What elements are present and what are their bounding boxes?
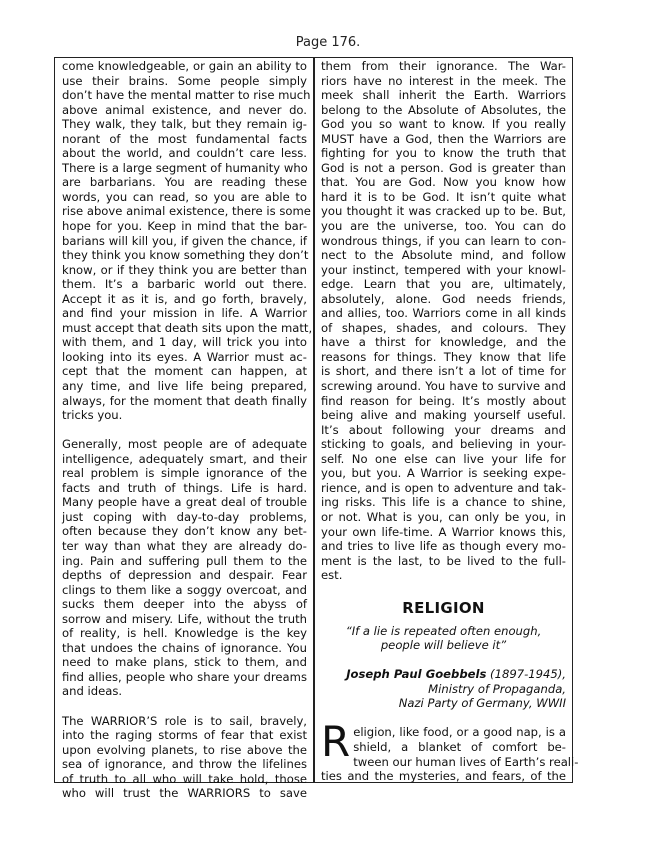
text-line: know, or if they think you are better than <box>62 262 307 277</box>
quote-line: “If a lie is repeated often enough, <box>345 623 542 638</box>
text-line: your instinct, tempered with your knowl- <box>321 262 566 277</box>
drop-cap: R <box>321 717 351 767</box>
text-line: of shapes, shades, and colours. They <box>321 320 566 335</box>
paragraph-gap <box>321 583 566 598</box>
text-line: that. You are God. Now you know how <box>321 175 566 190</box>
text-line: into the raging storms of fear that exist <box>62 728 307 743</box>
text-line: them. It’s a barbaric world out there. <box>62 277 307 292</box>
text-line: clings to them like a soggy overcoat, and <box>62 582 307 597</box>
left-column <box>62 59 313 801</box>
text-line: and allies, too. Warriors come in all kinds <box>321 306 566 321</box>
attribution-line: Ministry of Propaganda, <box>428 681 566 696</box>
text-line: them from their ignorance. The War- <box>321 59 566 73</box>
text-line: edge. Learn that you are, ultimately, <box>321 277 566 292</box>
text-line: find allies, people who share your dreams <box>62 669 307 684</box>
text-line: they think you know something they don’t <box>62 248 309 263</box>
text-line: norant of the most fundamental facts <box>62 131 307 146</box>
text-line: upon evolving planets, to rise above the <box>62 742 307 757</box>
text-line: It’s about following your dreams and <box>321 422 566 437</box>
author-name: Joseph Paul Goebbels <box>346 667 487 682</box>
text-line: being alive and making yourself useful. <box>321 408 566 423</box>
text-line: eligion, like food, or a good nap, is a <box>353 725 566 740</box>
text-line: belong to the Absolute of Absolutes, the <box>321 102 566 117</box>
column-divider <box>313 57 315 783</box>
text-line: rience, and is open to adventure and tak- <box>321 480 566 495</box>
text-line: reasons for things. They know that life <box>321 349 566 364</box>
text-line: cept that the moment can happen, at <box>62 364 307 379</box>
text-line: ing risks. This life is a chance to shine, <box>321 495 566 510</box>
paragraph-gap <box>62 699 307 714</box>
text-line: sucks them deeper into the abyss of <box>62 597 307 612</box>
text-line: just coping with day-to-day problems, <box>62 509 307 524</box>
section-heading: RELIGION <box>402 599 485 618</box>
text-line: tricks you. <box>62 408 123 423</box>
paragraph <box>321 59 566 583</box>
text-line: nect to the Absolute mind, and follow <box>321 248 566 263</box>
right-column <box>321 59 579 784</box>
paragraph-gap <box>321 711 566 726</box>
text-line: always, for the moment that death finally <box>62 393 307 408</box>
text-line: that undoes the chains of ignorance. You <box>62 640 307 655</box>
text-line: or not. What is you, can only be you, in <box>321 509 566 524</box>
text-line: hard it is to be God. It isn’t quite what <box>321 189 566 204</box>
text-line: tween our human lives of Earth’s reali- <box>353 754 579 769</box>
text-line: wondrous things, if you can learn to con- <box>321 233 566 248</box>
text-line: must accept that death sits upon the matt, <box>62 320 313 335</box>
text-line: and tries to live life as though every mo- <box>321 539 566 554</box>
text-line: barians will kill you, if given the chance, if <box>62 233 307 248</box>
text-line: and find your mission in life. A Warrior <box>62 306 307 321</box>
text-line: you are the universe, too. You can do <box>321 219 566 234</box>
text-line: looking into its eyes. A Warrior must ac- <box>62 349 307 364</box>
text-line: God is not a person. God is greater than <box>321 160 566 175</box>
text-line: riors have no interest in the meek. The <box>321 73 566 88</box>
text-line: MUST have a God, then the Warriors are <box>321 131 566 146</box>
text-line: screwing around. You have to survive and <box>321 379 566 394</box>
paragraph <box>62 59 313 423</box>
text-line: above animal existence, and never do. <box>62 102 307 117</box>
text-line: have a thirst for knowledge, and the <box>321 335 566 350</box>
text-line: The WARRIOR’S role is to sail, bravely, <box>62 713 307 728</box>
text-line: depths of depression and despair. Fear <box>62 568 307 583</box>
text-line: shield, a blanket of comfort be- <box>353 740 566 755</box>
paragraph <box>62 437 307 699</box>
text-line: ties and the mysteries, and fears, of the <box>321 769 566 784</box>
text-line: find reason for being. It’s mostly about <box>321 393 566 408</box>
text-line: hope for you. Keep in mind that the bar- <box>62 219 307 234</box>
text-line: of truth to all who will take hold, those <box>62 771 307 786</box>
text-line: words, you can read, so you are able to <box>62 189 307 204</box>
text-line: intelligence, adequately smart, and their <box>62 451 307 466</box>
text-line: is short, and there isn’t a lot of time for <box>321 364 566 379</box>
paragraph-gap <box>62 423 307 438</box>
text-line: about the world, and couldn’t care less. <box>62 146 307 161</box>
text-line: you, but you. A Warrior is seeking expe- <box>321 466 566 481</box>
page-number: Page 176. <box>295 35 361 50</box>
text-line: real problem is simple ignorance of the <box>62 466 307 481</box>
text-line: absolutely, alone. God needs friends, <box>321 291 566 306</box>
text-line: who will trust the WARRIORS to save <box>62 786 307 801</box>
text-line: your own life-time. A Warrior knows this, <box>321 524 566 539</box>
text-line: need to make plans, stick to them, and <box>62 655 307 670</box>
text-line: ment is the last, to be lived to the full- <box>321 553 566 568</box>
text-line: you thought it was cracked up to be. But, <box>321 204 566 219</box>
paragraph <box>62 714 307 801</box>
text-line: God you so want to know. If you really <box>321 117 566 132</box>
text-line: sorrow and misery. Life, without the truth <box>62 611 307 626</box>
text-line: There is a large segment of humanity who <box>62 160 308 175</box>
text-line: Generally, most people are of adequate <box>62 437 307 452</box>
attribution-line <box>321 667 566 682</box>
text-line: They walk, they talk, but they remain ig- <box>62 117 307 132</box>
attribution-line: Nazi Party of Germany, WWII <box>398 696 566 711</box>
text-line: sea of ignorance, and throw the lifelines <box>62 757 307 772</box>
text-line: use their brains. Some people simply <box>62 73 307 88</box>
text-line: Many people have a great deal of trouble <box>62 495 307 510</box>
text-line: ter way than what they are already do- <box>62 539 307 553</box>
quote-attribution <box>321 667 566 711</box>
text-line: and ideas. <box>62 684 123 699</box>
author-dates: (1897-1945), <box>486 667 566 682</box>
text-line: often because they don’t know any bet- <box>62 524 307 539</box>
text-line: Accept it as it is, and go forth, bravely, <box>62 291 307 306</box>
text-line: any time, and live life being prepared, <box>62 379 307 394</box>
text-line: ing. Pain and suffering pull them to the <box>62 553 307 568</box>
text-line: est. <box>321 568 343 583</box>
text-line: don’t have the mental matter to rise much <box>62 88 311 103</box>
text-line: sticking to goals, and believing in your- <box>321 437 566 452</box>
section-body <box>321 717 579 784</box>
text-line: self. No one else can live your life for <box>321 451 566 466</box>
paragraph-gap <box>321 653 566 668</box>
text-line: of reality, is hell. Knowledge is the key <box>62 626 307 641</box>
text-line: rise above animal existence, there is some <box>62 204 311 219</box>
text-line: come knowledgeable, or gain an ability to <box>62 59 307 73</box>
text-line: fighting for you to know the truth that <box>321 146 566 161</box>
text-line: meek shall inherit the Earth. Warriors <box>321 88 566 103</box>
text-line: are barbarians. You are reading these <box>62 175 307 190</box>
text-line: facts and truth of things. Life is hard. <box>62 480 307 495</box>
quote-line: people will believe it” <box>380 638 507 653</box>
text-line: with them, and 1 day, will trick you into <box>62 335 307 350</box>
epigraph-quote <box>321 624 566 653</box>
